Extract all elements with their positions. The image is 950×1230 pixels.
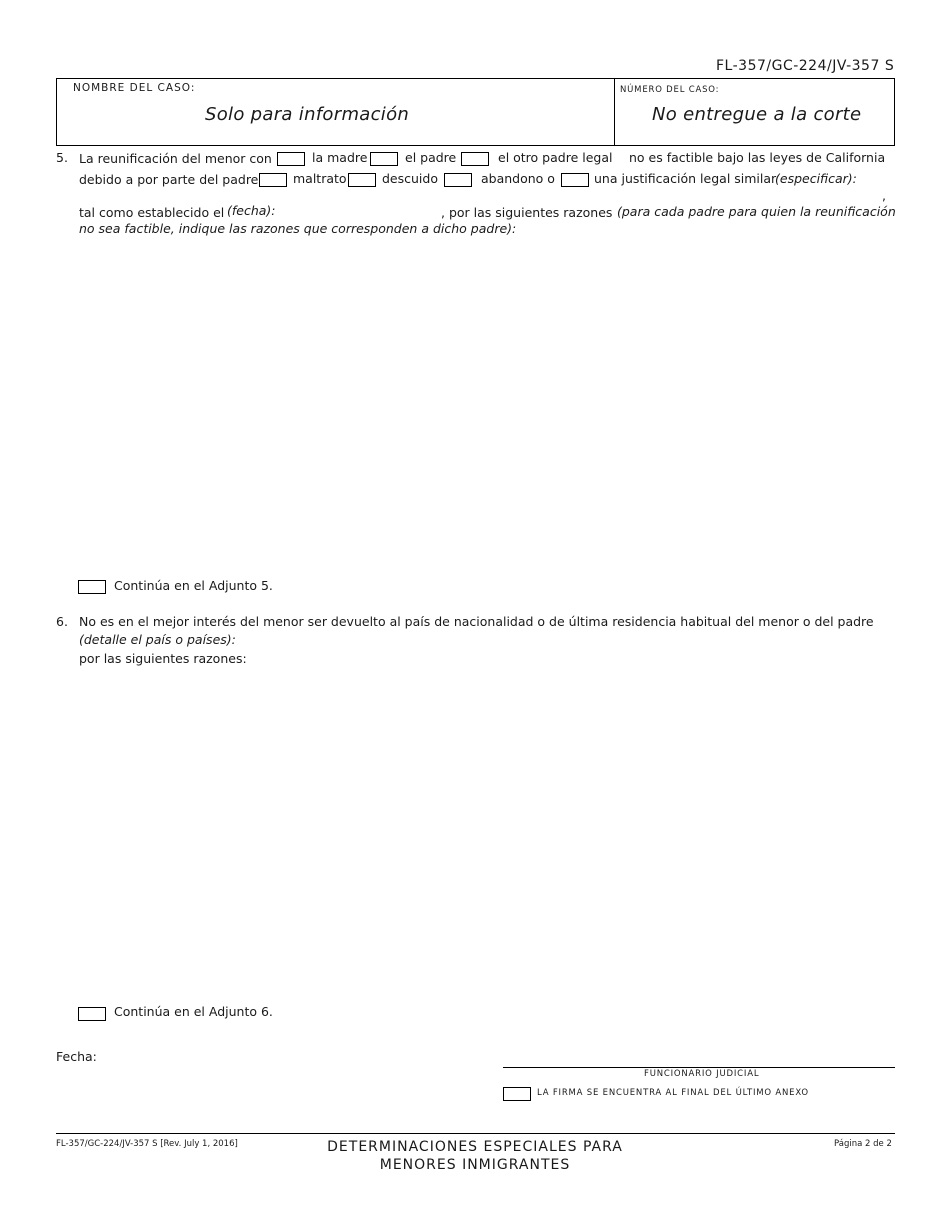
case-number-label: NÚMERO DEL CASO: bbox=[620, 85, 720, 95]
similar-basis-checkbox[interactable] bbox=[561, 173, 589, 187]
item6-number: 6. bbox=[56, 614, 68, 629]
item5-line4-ital: no sea factible, indique las razones que corresponden a dicho padre): bbox=[79, 221, 517, 236]
signature-line bbox=[503, 1067, 895, 1068]
date-label: (fecha): bbox=[227, 203, 276, 218]
case-name-label: NOMBRE DEL CASO: bbox=[73, 82, 196, 94]
footer-rule bbox=[56, 1133, 895, 1134]
caption-divider bbox=[614, 78, 615, 146]
item5-line2-start: debido a por parte del padre bbox=[79, 172, 259, 187]
item5-continued-checkbox[interactable] bbox=[78, 580, 106, 594]
item5-line3-mid: , por las siguientes razones bbox=[441, 205, 613, 220]
item5-line3-start: tal como establecido el bbox=[79, 205, 225, 220]
father-label: el padre bbox=[405, 150, 457, 165]
case-name-value[interactable]: Solo para información bbox=[205, 104, 410, 125]
mother-label: la madre bbox=[312, 150, 368, 165]
item5-continued-label: Continúa en el Adjunto 5. bbox=[114, 578, 273, 593]
neglect-checkbox[interactable] bbox=[348, 173, 376, 187]
abandonment-label: abandono o bbox=[481, 171, 555, 186]
similar-basis-label: una justificación legal similar bbox=[594, 171, 777, 186]
mother-checkbox[interactable] bbox=[277, 152, 305, 166]
other-parent-checkbox[interactable] bbox=[461, 152, 489, 166]
item6-reasons-field[interactable] bbox=[79, 672, 889, 997]
neglect-label: descuido bbox=[382, 171, 438, 186]
signature-at-end-label: LA FIRMA SE ENCUENTRA AL FINAL DEL ÚLTIMO ANEXO bbox=[537, 1088, 809, 1098]
abuse-checkbox[interactable] bbox=[259, 173, 287, 187]
case-number-value[interactable]: No entregue a la corte bbox=[652, 104, 862, 125]
item6-line1: No es en el mejor interés del menor ser devuelto al país de nacionalidad o de última residencia habitual del menor o del padre bbox=[79, 614, 874, 629]
judicial-officer-label: FUNCIONARIO JUDICIAL bbox=[644, 1069, 760, 1079]
item5-reasons-field[interactable] bbox=[79, 240, 889, 570]
abuse-label: maltrato bbox=[293, 171, 347, 186]
footer-page: Página 2 de 2 bbox=[834, 1139, 892, 1149]
form-number: FL-357/GC-224/JV-357 S bbox=[716, 58, 895, 74]
item6-continued-checkbox[interactable] bbox=[78, 1007, 106, 1021]
specify-comma: , bbox=[882, 188, 886, 203]
signature-at-end-checkbox[interactable] bbox=[503, 1087, 531, 1101]
item5-line1-end: no es factible bajo las leyes de California bbox=[629, 150, 886, 165]
item5-line1-start: La reunificación del menor con bbox=[79, 151, 272, 166]
abandonment-checkbox[interactable] bbox=[444, 173, 472, 187]
item5-number: 5. bbox=[56, 150, 68, 165]
footer-form-rev: FL-357/GC-224/JV-357 S [Rev. July 1, 2016] bbox=[56, 1139, 238, 1149]
date-field-label: Fecha: bbox=[56, 1049, 97, 1064]
specify-label: (especificar): bbox=[775, 171, 857, 186]
item5-line3-ital: (para cada padre para quien la reunificación bbox=[617, 204, 896, 219]
item6-line2-ital: (detalle el país o países): bbox=[79, 632, 236, 647]
other-parent-label: el otro padre legal bbox=[498, 150, 613, 165]
item6-line3: por las siguientes razones: bbox=[79, 651, 247, 666]
footer-title-line2: MENORES INMIGRANTES bbox=[379, 1157, 571, 1173]
father-checkbox[interactable] bbox=[370, 152, 398, 166]
item6-continued-label: Continúa en el Adjunto 6. bbox=[114, 1004, 273, 1019]
footer-title bbox=[300, 1138, 650, 1174]
footer-title-line1: DETERMINACIONES ESPECIALES PARA bbox=[327, 1139, 623, 1155]
